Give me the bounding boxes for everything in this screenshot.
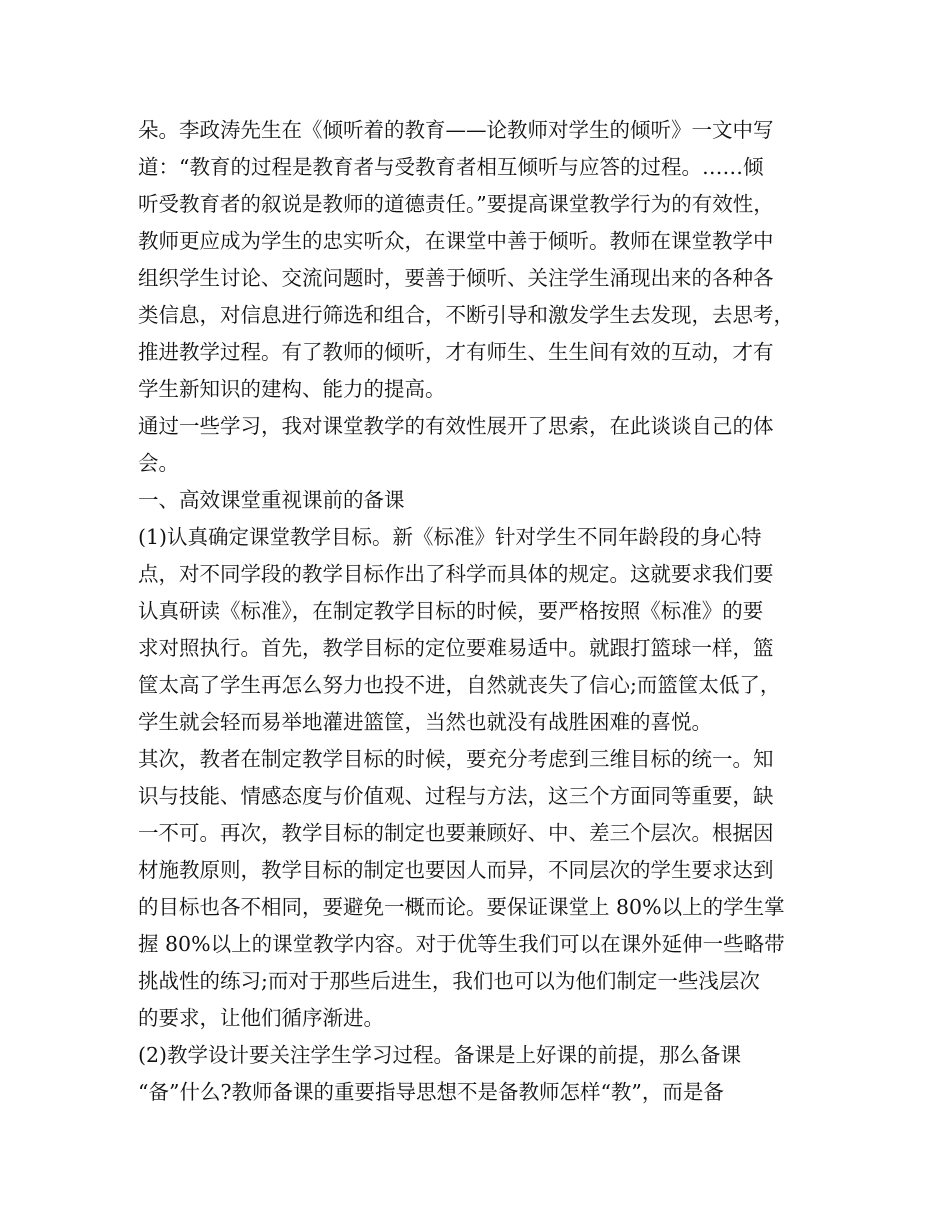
text-line-26: (2)教学设计要关注学生学习过程。备课是上好课的前提，那么备课 (138, 1043, 742, 1067)
text-line-7: 推进教学过程。有了教师的倾听，才有师生、生生间有效的互动，才有 (138, 340, 774, 364)
text-line-18: 其次，教者在制定教学目标的时候，要充分考虑到三维目标的统一。知 (138, 747, 774, 771)
text-line-1: 朵。李政涛先生在《倾听着的教育——论教师对学生的倾听》一文中写 (138, 118, 774, 142)
text-line-9: 通过一些学习，我对课堂教学的有效性展开了思索，在此谈谈自己的体 (138, 414, 774, 438)
text-line-23: 握 80%以上的课堂教学内容。对于优等生我们可以在课外延伸一些略带 (138, 932, 785, 956)
text-line-10: 会。 (138, 451, 179, 475)
text-line-4: 教师更应成为学生的忠实听众，在课堂中善于倾听。教师在课堂教学中 (138, 229, 774, 253)
text-line-14: 认真研读《标准》，在制定教学目标的时候，要严格按照《标准》的要 (138, 599, 764, 623)
text-line-24: 挑战性的练习;而对于那些后进生，我们也可以为他们制定一些浅层次 (138, 969, 760, 993)
text-line-6: 类信息，对信息进行筛选和组合，不断引导和激发学生去发现，去思考， (138, 303, 794, 327)
text-line-21: 材施教原则，教学目标的制定也要因人而异，不同层次的学生要求达到 (138, 858, 774, 882)
text-line-17: 学生就会轻而易举地灌进篮筐，当然也就没有战胜困难的喜悦。 (138, 710, 712, 734)
section-heading: 一、高效课堂重视课前的备课 (138, 488, 405, 512)
text-line-2: 道：“教育的过程是教育者与受教育者相互倾听与应答的过程。……倾 (138, 155, 764, 179)
document-body (138, 112, 828, 1111)
text-line-8: 学生新知识的建构、能力的提高。 (138, 377, 446, 401)
text-line-22: 的目标也各不相同，要避免一概而论。要保证课堂上 80%以上的学生掌 (138, 895, 785, 919)
text-line-12: (1)认真确定课堂教学目标。新《标准》针对学生不同年龄段的身心特 (138, 525, 762, 549)
text-line-15: 求对照执行。首先，教学目标的定位要难易适中。就跟打篮球一样，篮 (138, 636, 774, 660)
text-line-27: “备”什么?教师备课的重要指导思想不是备教师怎样“教”，而是备 (138, 1080, 724, 1104)
text-line-3: 听受教育者的叙说是教师的道德责任。”要提高课堂教学行为的有效性， (138, 192, 774, 216)
text-line-13: 点，对不同学段的教学目标作出了科学而具体的规定。这就要求我们要 (138, 562, 774, 586)
text-line-20: 一不可。再次，教学目标的制定也要兼顾好、中、差三个层次。根据因 (138, 821, 774, 845)
text-line-16: 筐太高了学生再怎么努力也投不进，自然就丧失了信心;而篮筐太低了， (138, 673, 781, 697)
text-line-5: 组织学生讨论、交流问题时，要善于倾听、关注学生涌现出来的各种各 (138, 266, 774, 290)
text-line-19: 识与技能、情感态度与价值观、过程与方法，这三个方面同等重要，缺 (138, 784, 774, 808)
text-line-25: 的要求，让他们循序渐进。 (138, 1006, 384, 1030)
